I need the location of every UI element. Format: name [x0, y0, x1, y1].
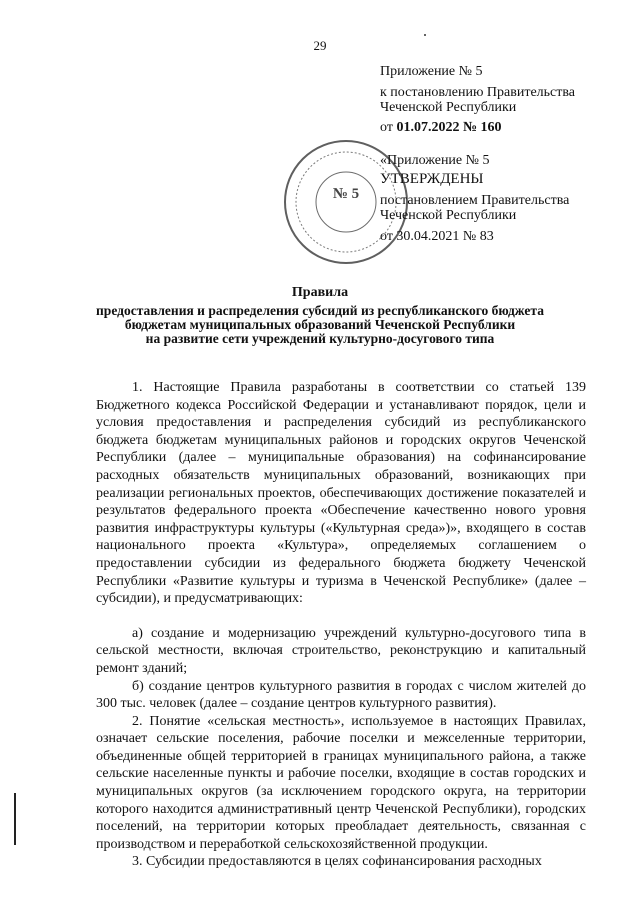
approved-block: [380, 153, 620, 244]
paragraph-3: 3. Субсидии предоставляются в целях софинансирования расходных: [132, 854, 542, 870]
page-number: 29: [313, 38, 327, 53]
stamp-number: № 5: [332, 186, 360, 202]
document-subtitle: [0, 304, 640, 346]
document-body: [96, 379, 586, 871]
paragraph-1: 1. Настоящие Правила разработаны в соответствии со статьей 139 Бюджетного кодекса Российской Федерации и устанавливают порядок, цели и условия предоставления и распределения субсидий из республиканского бюджета бюджетам муниципальных районов и городских округов Чеченской Республики (далее – муниципальные образования) на софинансирование расходных обязательств муниципальных образований, возникающих при реализации региональных проектов, обеспечивающих достижение показателей и результатов федерального проекта «Обеспечение качественно нового уровня развития инфраструктуры культуры («Культурная среда»)», входящего в состав национального проекта «Культура», определяемых соглашением о предоставлении субсидии из федерального бюджета бюджету Чеченской Республики «Развитие культуры и туризма в Чеченской Республике» (далее – субсидии), и предусматривающих:: [96, 380, 586, 607]
approved-line1: постановлением Правительства: [380, 193, 570, 208]
paragraph-1a: а) создание и модернизацию учреждений культурно-досугового типа в сельской местности, включая строительство, реконструкцию и капитальный ремонт зданий;: [96, 625, 586, 676]
paragraph-2: 2. Понятие «сельская местность», используемое в настоящих Правилах, означает сельские поселения, рабочие поселки и межселенные территории, объединенные общей территорией в границах муниципального района, а также сельские населенные пункты и рабочие поселки, входящие в состав городских и муниципальных округов (за исключением городского округа, на территории которого находится административный центр Чеченской Республики), городских поселений, на территории которых преобладает деятельность, связанная с производством и переработкой сельскохозяйственной продукции.: [96, 713, 586, 852]
annex-line1: к постановлению Правительства: [380, 85, 576, 100]
approved-line2: Чеченской Республики: [380, 208, 517, 223]
margin-mark: [14, 793, 16, 845]
annex-title: Приложение № 5: [380, 64, 483, 79]
annex-line2: Чеченской Республики: [380, 100, 517, 115]
scan-speck: [424, 34, 426, 36]
subtitle-line1: предоставления и распределения субсидий из республиканского бюджета: [96, 303, 544, 318]
paragraph-1b: б) создание центров культурного развития в городах с числом жителей до 300 тыс. человек (далее – создание центров культурного развития).: [96, 678, 586, 712]
subtitle-line2: бюджетам муниципальных образований Чеченской Республики: [124, 317, 516, 332]
document-title: Правила: [291, 285, 349, 300]
approved-annex-ref: «Приложение № 5: [380, 153, 490, 168]
annex-date: 01.07.2022 № 160: [396, 120, 502, 135]
annex-header: [380, 64, 620, 135]
annex-date-line: [380, 120, 620, 135]
approved-label: УТВЕРЖДЕНЫ: [380, 171, 484, 187]
subtitle-line3: на развитие сети учреждений культурно-досугового типа: [145, 331, 495, 346]
annex-date-prefix: от: [380, 120, 397, 135]
approved-date: от 30.04.2021 № 83: [380, 229, 494, 244]
